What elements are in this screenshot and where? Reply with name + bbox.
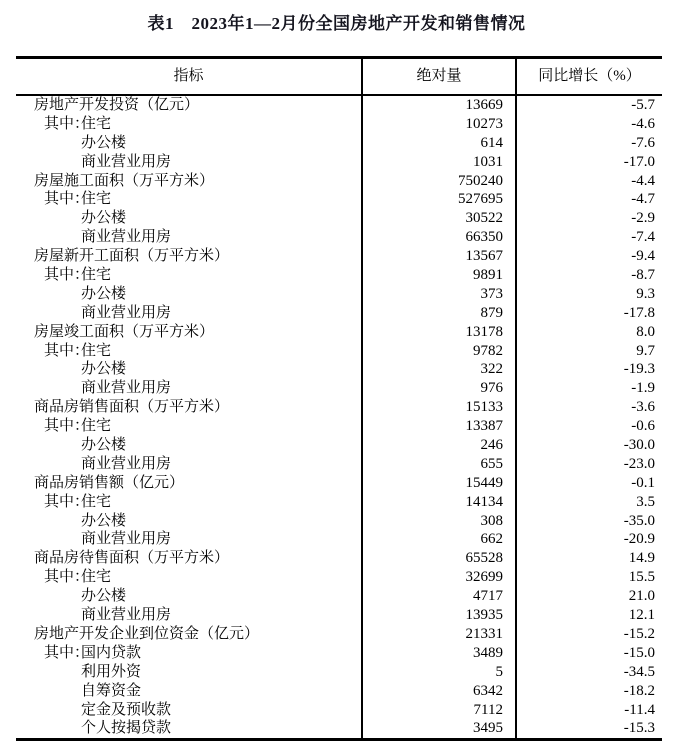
table-row — [16, 455, 662, 474]
growth-value: -4.4 — [515, 172, 662, 191]
indicator-name: 房地产开发投资（亿元） — [34, 97, 200, 113]
table-row — [16, 436, 662, 455]
indicator-label — [16, 172, 361, 191]
indicator-name: 商业营业用房 — [81, 229, 172, 246]
growth-value: -3.6 — [515, 398, 662, 417]
absolute-value: 66350 — [361, 228, 515, 247]
indicator-label — [16, 285, 361, 304]
qizhong-prefix: 其中： — [44, 569, 90, 586]
indicator-label — [16, 209, 361, 228]
absolute-value: 373 — [361, 285, 515, 304]
absolute-value: 750240 — [361, 172, 515, 191]
indicator-label — [16, 436, 361, 455]
absolute-value: 32699 — [361, 568, 515, 587]
absolute-value: 614 — [361, 134, 515, 153]
table-row — [16, 342, 662, 361]
indicator-name: 商品房销售额（亿元） — [34, 474, 185, 491]
indicator-label — [16, 342, 361, 361]
indicator-name: 办公楼 — [81, 210, 127, 227]
qizhong-prefix: 其中： — [44, 115, 90, 132]
indicator-name: 自筹资金 — [81, 682, 142, 699]
qizhong-prefix: 其中： — [44, 267, 90, 284]
absolute-value: 30522 — [361, 209, 515, 228]
growth-value: -23.0 — [515, 455, 662, 474]
indicator-label — [16, 379, 361, 398]
indicator-name: 商业营业用房 — [81, 304, 172, 321]
absolute-value: 13387 — [361, 417, 515, 436]
indicator-name: 住宅 — [81, 267, 112, 284]
growth-value: -35.0 — [515, 512, 662, 531]
growth-value: -15.3 — [515, 719, 662, 738]
growth-value: 9.7 — [515, 342, 662, 361]
indicator-name: 住宅 — [81, 493, 112, 510]
table-row — [16, 209, 662, 228]
growth-value: 15.5 — [515, 568, 662, 587]
absolute-value: 13669 — [361, 96, 515, 115]
absolute-value: 15449 — [361, 474, 515, 493]
table-row — [16, 701, 662, 720]
column-header-yoy-growth: 同比增长（%） — [515, 59, 662, 94]
table-row — [16, 663, 662, 682]
indicator-name: 住宅 — [81, 342, 112, 359]
indicator-label — [16, 549, 361, 568]
table-header-row — [16, 59, 662, 96]
indicator-name: 国内贷款 — [81, 644, 142, 661]
indicator-name: 商业营业用房 — [81, 531, 172, 548]
table-row — [16, 625, 662, 644]
indicator-name: 商品房销售面积（万平方米） — [34, 399, 230, 416]
indicator-label — [16, 625, 361, 644]
indicator-label — [16, 663, 361, 682]
indicator-label — [16, 266, 361, 285]
table-row — [16, 285, 662, 304]
table-row — [16, 719, 662, 738]
indicator-label — [16, 512, 361, 531]
growth-value: -1.9 — [515, 379, 662, 398]
growth-value: -20.9 — [515, 530, 662, 549]
growth-value: -30.0 — [515, 436, 662, 455]
absolute-value: 4717 — [361, 587, 515, 606]
qizhong-prefix: 其中： — [44, 191, 90, 208]
indicator-label — [16, 417, 361, 436]
indicator-name: 办公楼 — [81, 437, 127, 454]
growth-value: 9.3 — [515, 285, 662, 304]
absolute-value: 13178 — [361, 323, 515, 342]
indicator-name: 个人按揭贷款 — [81, 720, 172, 737]
growth-value: -4.6 — [515, 115, 662, 134]
indicator-label — [16, 360, 361, 379]
indicator-label — [16, 153, 361, 172]
indicator-name: 定金及预收款 — [81, 701, 172, 718]
indicator-name: 住宅 — [81, 115, 112, 132]
growth-value: -34.5 — [515, 663, 662, 682]
absolute-value: 9891 — [361, 266, 515, 285]
absolute-value: 14134 — [361, 493, 515, 512]
indicator-label — [16, 474, 361, 493]
growth-value: -19.3 — [515, 360, 662, 379]
growth-value: -0.1 — [515, 474, 662, 493]
indicator-label — [16, 493, 361, 512]
table-row — [16, 474, 662, 493]
growth-value: -7.6 — [515, 134, 662, 153]
absolute-value: 65528 — [361, 549, 515, 568]
indicator-label — [16, 455, 361, 474]
absolute-value: 246 — [361, 436, 515, 455]
qizhong-prefix: 其中： — [44, 644, 90, 661]
indicator-label — [16, 323, 361, 342]
table-row — [16, 266, 662, 285]
indicator-label — [16, 587, 361, 606]
indicator-label — [16, 682, 361, 701]
indicator-name: 商品房待售面积（万平方米） — [34, 550, 230, 567]
growth-value: -11.4 — [515, 701, 662, 720]
absolute-value: 10273 — [361, 115, 515, 134]
indicator-name: 办公楼 — [81, 361, 127, 378]
absolute-value: 3495 — [361, 719, 515, 738]
growth-value: 21.0 — [515, 587, 662, 606]
indicator-name: 办公楼 — [81, 285, 127, 302]
absolute-value: 9782 — [361, 342, 515, 361]
indicator-name: 住宅 — [81, 569, 112, 586]
table-row — [16, 360, 662, 379]
indicator-name: 办公楼 — [81, 588, 127, 605]
table-row — [16, 323, 662, 342]
absolute-value: 15133 — [361, 398, 515, 417]
growth-value: -15.2 — [515, 625, 662, 644]
table-row — [16, 530, 662, 549]
growth-value: 14.9 — [515, 549, 662, 568]
absolute-value: 13567 — [361, 247, 515, 266]
table-row — [16, 493, 662, 512]
absolute-value: 322 — [361, 360, 515, 379]
table-row — [16, 644, 662, 663]
indicator-label — [16, 719, 361, 738]
column-header-absolute: 绝对量 — [361, 59, 515, 94]
growth-value: -0.6 — [515, 417, 662, 436]
absolute-value: 1031 — [361, 153, 515, 172]
growth-value: 3.5 — [515, 493, 662, 512]
table-row — [16, 379, 662, 398]
absolute-value: 976 — [361, 379, 515, 398]
indicator-name: 商业营业用房 — [81, 153, 172, 170]
indicator-label — [16, 304, 361, 323]
indicator-label — [16, 115, 361, 134]
table-row — [16, 190, 662, 209]
growth-value: -8.7 — [515, 266, 662, 285]
table-row — [16, 606, 662, 625]
indicator-label — [16, 644, 361, 663]
qizhong-prefix: 其中： — [44, 418, 90, 435]
absolute-value: 21331 — [361, 625, 515, 644]
indicator-name: 办公楼 — [81, 512, 127, 529]
qizhong-prefix: 其中： — [44, 493, 90, 510]
indicator-name: 房屋竣工面积（万平方米） — [34, 323, 215, 340]
indicator-label — [16, 247, 361, 266]
indicator-name: 房屋新开工面积（万平方米） — [34, 248, 230, 265]
growth-value: -7.4 — [515, 228, 662, 247]
indicator-label — [16, 568, 361, 587]
growth-value: -2.9 — [515, 209, 662, 228]
table-title: 表1 2023年1—2月份全国房地产开发和销售情况 — [147, 14, 526, 33]
growth-value: 8.0 — [515, 323, 662, 342]
table-body — [16, 96, 662, 738]
absolute-value: 5 — [361, 663, 515, 682]
indicator-name: 住宅 — [81, 191, 112, 208]
absolute-value: 655 — [361, 455, 515, 474]
table-row — [16, 96, 662, 115]
indicator-name: 房地产开发企业到位资金（亿元） — [34, 625, 260, 642]
growth-value: 12.1 — [515, 606, 662, 625]
absolute-value: 6342 — [361, 682, 515, 701]
growth-value: -4.7 — [515, 190, 662, 209]
indicator-name: 商业营业用房 — [81, 455, 172, 472]
absolute-value: 7112 — [361, 701, 515, 720]
growth-value: -17.8 — [515, 304, 662, 323]
growth-value: -18.2 — [515, 682, 662, 701]
column-header-indicator: 指标 — [173, 68, 204, 84]
growth-value: -9.4 — [515, 247, 662, 266]
table-row — [16, 153, 662, 172]
indicator-label — [16, 96, 361, 115]
indicator-name: 住宅 — [81, 418, 112, 435]
indicator-label — [16, 398, 361, 417]
absolute-value: 527695 — [361, 190, 515, 209]
table-row — [16, 398, 662, 417]
absolute-value: 3489 — [361, 644, 515, 663]
table-row — [16, 568, 662, 587]
table-row — [16, 172, 662, 191]
absolute-value: 879 — [361, 304, 515, 323]
table-row — [16, 682, 662, 701]
qizhong-prefix: 其中： — [44, 342, 90, 359]
indicator-label — [16, 701, 361, 720]
indicator-label — [16, 228, 361, 247]
indicator-label — [16, 134, 361, 153]
table-row — [16, 304, 662, 323]
absolute-value: 308 — [361, 512, 515, 531]
indicator-name: 办公楼 — [81, 134, 127, 151]
indicator-label — [16, 190, 361, 209]
growth-value: -5.7 — [515, 96, 662, 115]
table-row — [16, 587, 662, 606]
growth-value: -15.0 — [515, 644, 662, 663]
growth-value: -17.0 — [515, 153, 662, 172]
indicator-name: 房屋施工面积（万平方米） — [34, 172, 215, 189]
table-row — [16, 247, 662, 266]
table-row — [16, 512, 662, 531]
table-row — [16, 115, 662, 134]
absolute-value: 662 — [361, 530, 515, 549]
indicator-name: 利用外资 — [81, 663, 142, 680]
indicator-name: 商业营业用房 — [81, 380, 172, 397]
indicator-name: 商业营业用房 — [81, 607, 172, 624]
indicator-label — [16, 606, 361, 625]
absolute-value: 13935 — [361, 606, 515, 625]
indicator-label — [16, 530, 361, 549]
table-row — [16, 228, 662, 247]
statistics-table — [16, 56, 662, 741]
table-row — [16, 417, 662, 436]
table-row — [16, 134, 662, 153]
table-row — [16, 549, 662, 568]
